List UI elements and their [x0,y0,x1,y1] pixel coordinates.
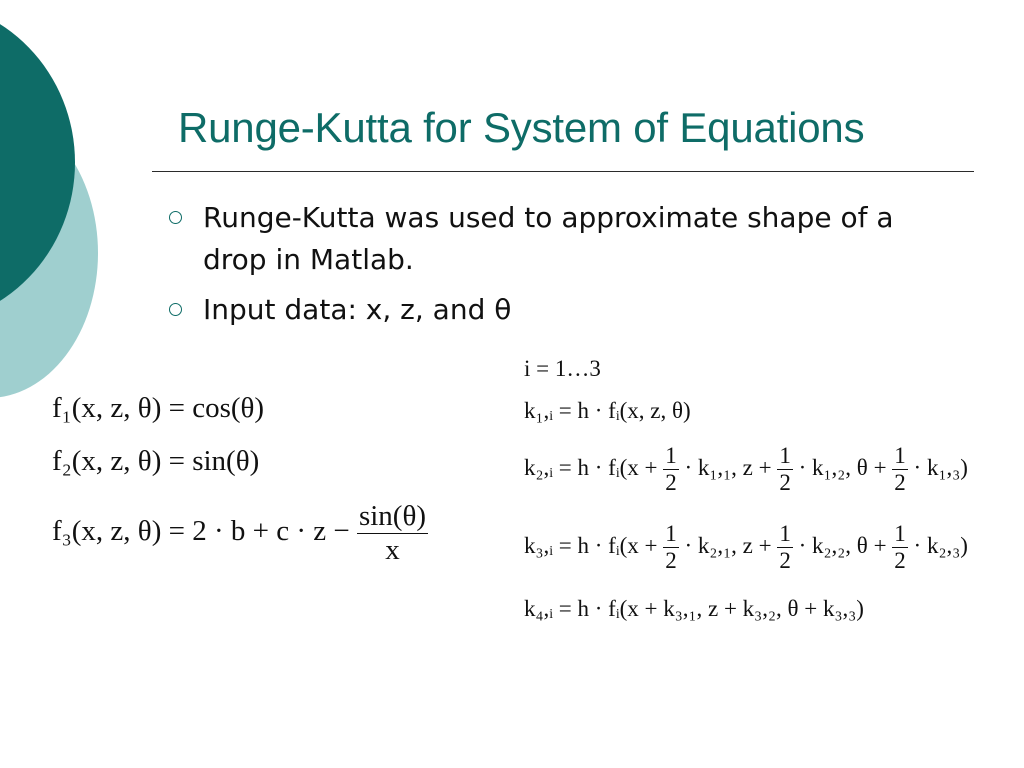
equation-k2-part: · k₁,₂, θ + [798,454,887,480]
equation-f2: f₂(x, z, θ) = sin(θ) [52,445,260,477]
equation-k2 [524,443,968,496]
fraction-half [663,521,679,574]
fraction-half [892,443,908,496]
fraction-denominator: 2 [779,470,791,495]
equation-k2-part: k₂,ᵢ = h · fᵢ(x + [524,454,658,480]
fraction-half [777,521,793,574]
equation-f3-lhs: f₃(x, z, θ) = 2 · b + c · z − [52,515,350,548]
fraction-numerator: 1 [894,521,906,546]
equation-f1: f₁(x, z, θ) = cos(θ) [52,392,265,424]
fraction-half [892,521,908,574]
fraction-numerator: 1 [779,521,791,546]
equation-f3 [52,500,428,567]
hollow-circle-bullet-icon [169,303,182,316]
slide-title: Runge-Kutta for System of Equations [178,104,865,151]
fraction-half [663,443,679,496]
fraction-numerator: sin(θ) [358,500,427,532]
equation-k4: k₄,ᵢ = h · fᵢ(x + k₃,₁, z + k₃,₂, θ + k₃,₃) [524,596,864,621]
fraction-denominator: 2 [665,548,677,573]
bullet-item [165,289,925,331]
fraction-denominator: x [385,534,400,566]
fraction-denominator: 2 [665,470,677,495]
bullet-text: Input data: x, z, and θ [203,293,512,326]
equation-k3-part: · k₂,₁, z + [684,532,772,558]
hollow-circle-bullet-icon [169,211,182,224]
equation-k3-part: · k₂,₂, θ + [798,532,887,558]
equation-k2-part: · k₁,₃) [913,454,968,480]
equation-k1: k₁,ᵢ = h · fᵢ(x, z, θ) [524,398,691,423]
fraction-numerator: 1 [894,443,906,468]
bullet-list [165,197,925,331]
fraction-denominator: 2 [894,548,906,573]
fraction-numerator: 1 [665,521,677,546]
index-range: i = 1…3 [524,356,601,381]
title-divider [152,171,974,172]
bullet-text: Runge-Kutta was used to approximate shape of a drop in Matlab. [203,201,894,276]
fraction-denominator: 2 [894,470,906,495]
equation-k2-part: · k₁,₁, z + [684,454,772,480]
fraction-half [777,443,793,496]
equation-k3-part: k₃,ᵢ = h · fᵢ(x + [524,532,658,558]
equation-k3-part: · k₂,₃) [913,532,968,558]
equation-k3 [524,521,968,574]
fraction-numerator: 1 [779,443,791,468]
fraction-numerator: 1 [665,443,677,468]
fraction [357,500,428,567]
fraction-denominator: 2 [779,548,791,573]
bullet-item [165,197,925,281]
